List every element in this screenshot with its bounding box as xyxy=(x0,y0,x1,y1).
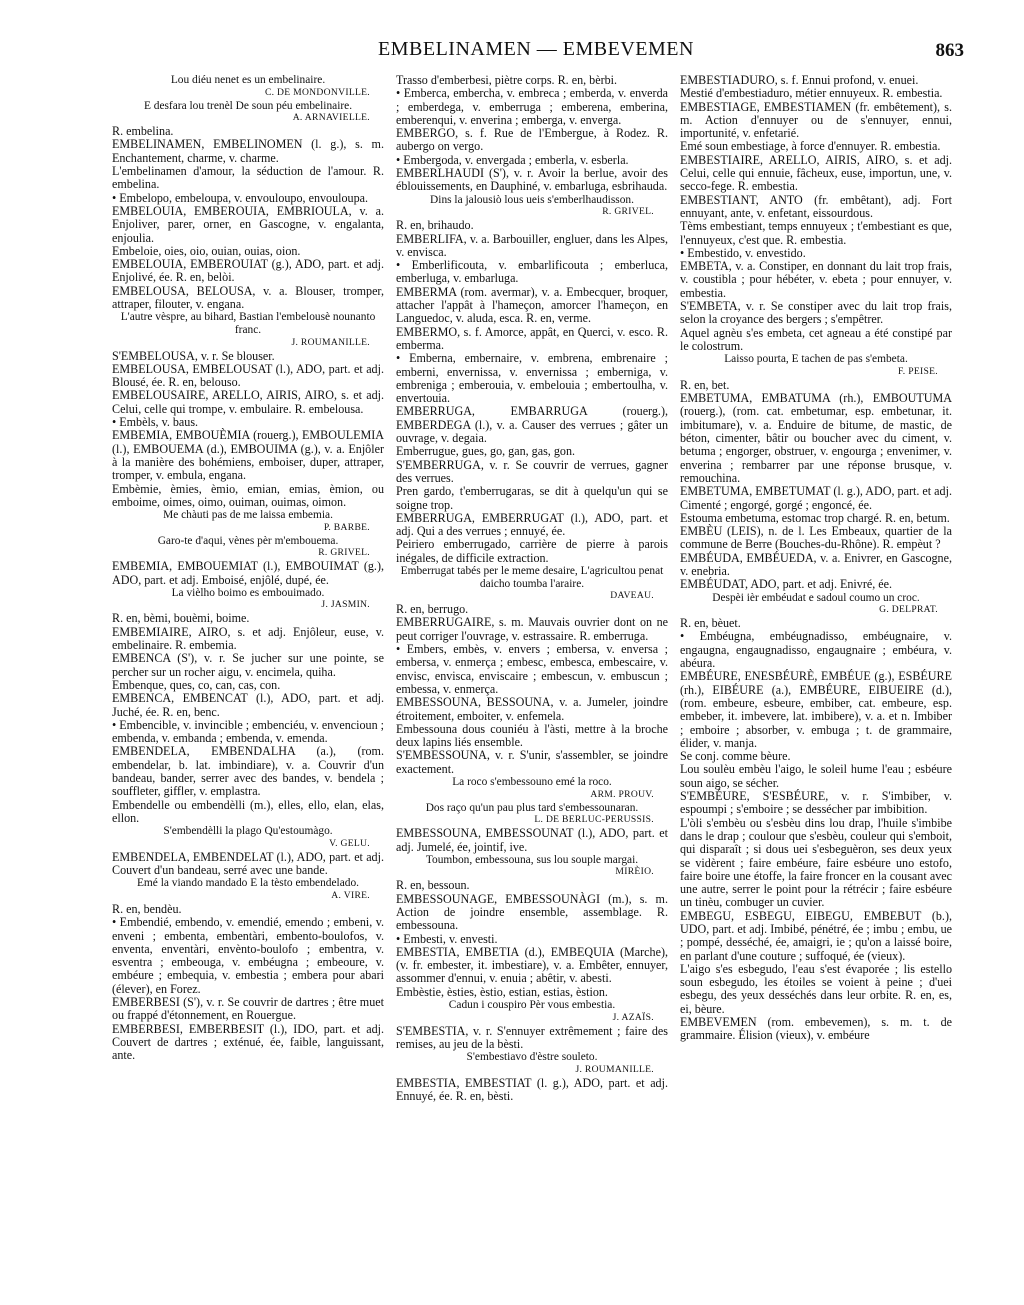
dictionary-entry: L'embelinamen d'amour, la séduction de l'amour. R. embelina. xyxy=(112,164,384,192)
dictionary-entry: Emberrugue, gues, go, gan, gas, gon. xyxy=(396,444,576,459)
dictionary-entry: EMBENDELA, EMBENDELAT (l.), ADO, part. et adj. Couvert d'un bandeau, serré avec une bande. xyxy=(112,849,384,878)
dictionary-entry: • Embers, embès, v. envers ; embersa, v. enversa ; embersa, v. enmerça ; embesc, embesca, embescaire, v. envisc, envisca, enviscaire ; embescun, v. embuscun ; embessa, v. enmerça. xyxy=(396,642,668,696)
dictionary-entry: EMBELOUIA, EMBEROUIA, EMBRIOULA, v. a. Enjoliver, parer, orner, en Gascogne, v. engalanta, enjoulia. xyxy=(112,203,384,245)
dictionary-entry: EMBELOUIA, EMBEROUIAT (g.), ADO, part. et adj. Enjolivé, ée. R. en, belòi. xyxy=(112,257,384,285)
dictionary-entry: S'EMBESSOUNA, v. r. S'unir, s'assembler, se joindre exactement. xyxy=(396,748,668,776)
dictionary-entry: EMBESSOUNAGE, EMBESSOUNÀGI (m.), s. m. Action de joindre ensemble, assemblage. R. embessouna. xyxy=(396,891,668,933)
dictionary-entry: EMBEMIA, EMBOUÈMIA (rouerg.), EMBOULEMIA (l.), EMBOUEMA (d.), EMBOUIMA (g.), v. a. Enjôler à la manière des bohémiens, emboiser, duper, attraper, tromper, v. embula, engana. xyxy=(112,428,384,483)
dictionary-entry: EMBELOUSA, EMBELOUSAT (l.), ADO, part. et adj. Blousé, ée. R. en, belouso. xyxy=(112,361,384,390)
citation-author: P. BARBE. xyxy=(323,521,370,533)
dictionary-entry: EMBEMIA, EMBOUEMIAT (l.), EMBOUIMAT (g.), ADO, part. et adj. Emboisé, enjôlé, dupé, ée. xyxy=(112,559,384,587)
dictionary-entry: EMBETUMA, EMBETUMAT (l. g.), ADO, part. et adj. Cimenté ; engorgé, gorgé ; engoncé, ée. xyxy=(680,484,952,512)
dictionary-entry: Trasso d'emberbesi, piètre corps. R. en, bèrbi. xyxy=(396,73,618,87)
dictionary-entry: • Embéugna, embéugnadisso, embéugnaire, v. engaugna, engaugnadisso, engaugnaire ; embéura, v. abéura. xyxy=(680,629,952,671)
citation-quote: L'autre vèspre, au bihard, Bastian l'embelousè nounanto franc. xyxy=(120,311,376,336)
dictionary-entry: EMBÉURE, ENESBÉURÈ, EMBÉUE (g.), ESBÉURE (rh.), EIBÉURE (a.), EMBÉURE, EIBUEIRE (d.), (rom. embeure, esbeure, embiber, cat. embeure, esp. embeber, it. imbevere, lat. imbibere), v. a. et n. Imbiber ; emboire ; absorber, v. embuga ; t. de grammaire, élider, v. manja. xyxy=(680,669,952,750)
citation-author: C. DE MONDONVILLE. xyxy=(264,86,370,98)
citation-quote: Dins la jalousiò lous ueis s'emberlhaudisson. xyxy=(430,193,634,206)
dictionary-entry: EMBENDELA, EMBENDALHA (a.), (rom. embendelar, b. lat. imbindiare), v. a. Couvrir d'un bandeau, bander, serrer avec des bandes, v. bendela ; souffleter, giffler, v. emplastra. xyxy=(112,744,384,799)
page-number: 863 xyxy=(935,40,964,61)
citation-author: G. DELPRAT. xyxy=(879,604,938,616)
citation-author: MIRÈIO. xyxy=(615,866,654,878)
dictionary-entry: S'EMBÉURE, S'ESBÉURE, v. r. S'imbiber, v. espoumpi ; s'emboire ; se dessécher par imbibition. xyxy=(680,789,952,817)
column-middle xyxy=(396,74,668,1103)
dictionary-entry: EMBETUMA, EMBATUMA (rh.), EMBOUTUMA (rouerg.), (rom. cat. embetumar, esp. embetunar, it. imbitumare), v. a. Enduire de bitume, de mastic, de béton, cimenter, bâtir ou boucher avec du ciment, v. betuma ; engorger, obstruer, v. engourga ; envenimer, v. enverina ; rembarrer par une réponse brusque, v. remouchina. xyxy=(680,391,952,485)
dictionary-entry: • Emberna, embernaire, v. embrena, embrenaire ; emberni, envernissa, v. envernissa ; emberniga, v. embreniga ; emberouia, v. embelouia ; embertoulha, v. envertouia. xyxy=(396,351,668,406)
dictionary-entry: • Embesti, v. envesti. xyxy=(396,931,498,946)
dictionary-entry: L'aigo s'es esbegudo, l'eau s'est évaporée ; lis estello soun esbegudo, les étoiles se voient à peine ; d'uei esbegu, des yeux desséchés dans leur orbite. R. en, es, ei, bèure. xyxy=(680,961,952,1016)
dictionary-entry: R. en, brihaudo. xyxy=(396,218,474,233)
dictionary-entry: EMBERBESI, EMBERBESIT (l.), IDO, part. et adj. Couvert de dartres ; exténué, ée, faible, languissant, ante. xyxy=(112,1021,384,1063)
dictionary-entry: EMBESTIA, EMBETIA (d.), EMBEQUIA (Marche), (v. fr. embester, it. imbestiare), v. a. Embêter, ennuyer, assommer d'ennui, v. enuia ; abêtir, v. abesti. xyxy=(396,944,668,986)
dictionary-entry: Mestié d'embestiaduro, métier ennuyeux. R. embestia. xyxy=(680,86,943,101)
dictionary-entry: EMBEVEMEN (rom. embevemen), s. m. t. de grammaire. Élision (vieux), v. embéure xyxy=(680,1015,952,1043)
citation-author: V. GELU. xyxy=(329,837,370,849)
dictionary-entry: EMBEMIAIRE, AIRO, s. et adj. Enjôleur, euse, v. embelinaire. R. embemia. xyxy=(112,624,384,653)
dictionary-entry: S'EMBESTIA, v. r. S'ennuyer extrêmement ; faire des remises, au jeu de la bèsti. xyxy=(396,1023,668,1051)
dictionary-entry: Embeloie, oies, oio, ouian, ouias, oion. xyxy=(112,243,301,258)
dictionary-entry: EMBERLIFA, v. a. Barbouiller, engluer, dans les Alpes, v. envisca. xyxy=(396,231,668,259)
dictionary-entry: EMBESSOUNA, BESSOUNA, v. a. Jumeler, joindre étroitement, emboiter, v. enfemela. xyxy=(396,695,668,723)
citation-author: R. GRIVEL. xyxy=(602,206,654,218)
running-title: EMBELINAMEN — EMBEVEMEN xyxy=(378,38,694,60)
dictionary-entry: Estouma embetuma, estomac trop chargé. R. en, betum. xyxy=(680,510,950,525)
citation-author: J. ROUMANILLE. xyxy=(575,1063,654,1075)
dictionary-entry: EMBENCA, EMBENCAT (l.), ADO, part. et adj. Juché, ée. R. en, benc. xyxy=(112,691,384,719)
citation-quote: Emé la viando mandado E la tèsto embendelado. xyxy=(136,877,360,890)
citation-author: J. JASMIN. xyxy=(321,599,370,611)
dictionary-entry: Embendelle ou embendèlli (m.), elles, ello, elan, elas, ellon. xyxy=(112,797,384,825)
dictionary-entry: EMBETA, v. a. Constiper, en donnant du lait trop frais, v. coustibla ; pour hébéter, v. ebeta ; pour ennuyer, v. embestia. xyxy=(680,259,952,300)
column-left xyxy=(112,74,384,1103)
dictionary-entry: Embenque, ques, co, can, cas, con. xyxy=(112,677,281,692)
dictionary-entry: • Embendié, embendo, v. emendié, emendo ; embeni, v. enveni ; embenta, embentàri, embento-boulofos, v. enventa, enventàri, envènto-boulofo ; embentra, v. esventra ; embeouga, v. embéugna ; embeoure, v. embéure ; embequia, v. embestia ; embera pour abari (élever), en Forez. xyxy=(112,915,384,996)
citation-quote: La vièlho boimo es embouimado. xyxy=(171,586,325,599)
citation-author: A. ARNAVIELLE. xyxy=(292,112,370,124)
citation-quote: Cadun i couspiro Pèr vous embestia. xyxy=(448,999,616,1012)
dictionary-entry: • Embergoda, v. envergada ; emberla, v. esberla. xyxy=(396,152,629,167)
dictionary-entry: Pren gardo, t'emberrugaras, se dit à quelqu'un qui se soigne trop. xyxy=(396,484,668,512)
dictionary-entry: EMBENCA (S'), v. r. Se jucher sur une pointe, se percher sur un rocher aigu, v. encimela, quiha. xyxy=(112,651,384,679)
citation-quote: S'embendèlli la plago Qu'estoumàgo. xyxy=(163,825,333,838)
citation-quote: Despèi ièr embéudat e sadoul coumo un croc. xyxy=(712,591,920,604)
dictionary-entry: R. en, bessoun. xyxy=(396,878,470,893)
dictionary-entry: R. en, bèmi, bouèmi, boime. xyxy=(112,611,250,626)
citation-quote: Lou diéu nenet es un embelinaire. xyxy=(170,74,326,86)
citation-quote: Me chàuti pas de me laissa embemia. xyxy=(163,509,333,522)
dictionary-entry: EMBESTIAGE, EMBESTIAMEN (fr. embêtement), s. m. Action d'ennuyer ou de s'ennuyer, ennui, importunité, v. enfetarié. xyxy=(680,99,952,141)
dictionary-entry: R. en, bet. xyxy=(680,377,730,392)
dictionary-entry: EMBERGO, s. f. Rue de l'Embergue, à Rodez. R. aubergo on vergo. xyxy=(396,126,668,154)
citation-quote: Laisso pourta, E tachen de pas s'embeta. xyxy=(724,353,908,366)
dictionary-entry: EMBÉUDAT, ADO, part. et adj. Enivré, ée. xyxy=(680,577,893,592)
dictionary-entry: S'EMBERRUGA, v. r. Se couvrir de verrues, gagner des verrues. xyxy=(396,457,668,485)
dictionary-entry: L'òli s'embèu ou s'esbèu dins lou drap, l'huile s'imbibe dans le drap ; coulour que s'esbèu, couleur qui s'emboit, qui disparaît ; si dous uei s'esbeguèron, ses deux yeux se vidèrent ; faire embéure, faire esbéure uno estofo, faire boire une étoffe, la faire froncer en la cousant avec une autre, serrer le point pour la rétrécir ; faire esbéure un tinèu, combuger un cuvier. xyxy=(680,815,952,910)
citation-quote: Toumbon, embessouna, sus lou souple margai. xyxy=(425,853,639,866)
dictionary-entry: EMBERMO, s. f. Amorce, appât, en Querci, v. esco. R. emberma. xyxy=(396,324,668,352)
dictionary-entry: EMBERRUGA, EMBERRUGAT (l.), ADO, part. et adj. Qui a des verrues ; ennuyé, ée. xyxy=(396,510,668,539)
dictionary-entry: EMBERMA (rom. avermar), v. a. Embecquer, broquer, attacher l'appât à l'hameçon, amorcer l'hameçon, en Languedoc, v. aluda, esca. R. en, verme. xyxy=(396,284,668,326)
citation-author: J. ROUMANILLE. xyxy=(291,336,370,348)
citation-author: L. DE BERLUC-PERUSSIS. xyxy=(534,814,654,826)
citation-author: DAVEAU. xyxy=(610,590,654,602)
citation-author: A. VIRE. xyxy=(331,890,370,901)
dictionary-entry: S'EMBELOUSA, v. r. Se blouser. xyxy=(112,348,275,363)
dictionary-entry: EMBESTIA, EMBESTIAT (l. g.), ADO, part. et adj. Ennuyé, ée. R. en, bèsti. xyxy=(396,1075,668,1104)
dictionary-entry: Emé soun embestiage, à force d'ennuyer. R. embestia. xyxy=(680,139,941,154)
dictionary-entry: Lou soulèu embèu l'aigo, le soleil hume l'eau ; esbéure soun aigo, se sécher. xyxy=(680,762,952,790)
dictionary-entry: EMBELINAMEN, EMBELINOMEN (l. g.), s. m. Enchantement, charme, v. charme. xyxy=(112,137,384,165)
dictionary-entry: Tèms embestiant, temps ennuyeux ; t'embestiant es que, l'ennuyeux, c'est que. R. embestia. xyxy=(680,219,952,247)
citation-quote: Dos raço qu'un pau plus tard s'embessounaran. xyxy=(425,801,639,814)
dictionary-entry: Embèstie, èsties, èstio, estian, estias, èstion. xyxy=(396,984,608,999)
dictionary-entry: S'EMBETA, v. r. Se constiper avec du lait trop frais, selon la croyance des bergers ; s'empêtrer. xyxy=(680,299,952,327)
dictionary-entry: EMBÉUDA, EMBÉUEDA, v. a. Enivrer, en Gascogne, v. enebria. xyxy=(680,550,952,578)
dictionary-entry: R. en, berrugo. xyxy=(396,602,469,617)
page-header xyxy=(108,36,964,66)
dictionary-entry: EMBERRUGA, EMBARRUGA (rouerg.), EMBERDEGA (l.), v. a. Causer des verrues ; gâter un ouvrage, v. degaia. xyxy=(396,404,668,446)
citation-quote: Garo-te d'aqui, vènes pèr m'embouema. xyxy=(157,534,339,547)
citation-author: F. PEISE. xyxy=(897,365,938,377)
dictionary-entry: EMBELOUSAIRE, ARELLO, AIRIS, AIRO, s. et adj. Celui, celle qui trompe, v. embulaire. R. embelousa. xyxy=(112,388,384,416)
dictionary-entry: EMBEGU, ESBEGU, EIBEGU, EMBEBUT (b.), UDO, part. et adj. Imbibé, pénétré, ée ; imbu ; embu, ue ; pompé, desséché, ée, amaigri, ie ; qu'on a laissé boire, en parlant d'une couture ; suffoqué, ée (vieux). xyxy=(680,908,952,963)
dictionary-entry: • Emberca, embercha, v. embreca ; emberda, v. enverda ; emberdega, v. emberruga ; emberena, emberina, emberenqui, v. enverina ; emberga, v. enverga. xyxy=(396,86,668,127)
dictionary-entry: Aquel agnèu s'es embeta, cet agneau a été constipé par le colostrum. xyxy=(680,325,952,353)
dictionary-entry: EMBELOUSA, BELOUSA, v. a. Blouser, tromper, attraper, filouter, v. engana. xyxy=(112,283,384,312)
citation-author: ARM. PROUV. xyxy=(590,788,654,800)
dictionary-entry: Peiriero emberrugado, carrière de pierre à parois inégales, de difficile extraction. xyxy=(396,537,668,565)
dictionary-entry: Se conj. comme bèure. xyxy=(680,749,791,764)
column-right xyxy=(680,74,952,1103)
dictionary-entry: • Embestido, v. envestido. xyxy=(680,245,806,260)
dictionary-entry: Embessouna dous couniéu à l'àsti, mettre à la broche deux lapins liés ensemble. xyxy=(396,721,668,750)
dictionary-entry: • Embelopo, embeloupa, v. envouloupo, envouloupa. xyxy=(112,190,369,205)
citation-quote: La roco s'embessouno emé la roco. xyxy=(452,776,612,789)
dictionary-entry: • Emberlificouta, v. embarlificouta ; emberluca, emberluga, v. embarluga. xyxy=(396,258,668,286)
dictionary-entry: EMBERLHAUDI (S'), v. r. Avoir la berlue, avoir des éblouissements, en Dauphiné, v. embarluga, esbrihauda. xyxy=(396,166,668,194)
dictionary-entry: • Embencible, v. invincible ; embenciéu, v. envencioun ; embenda, v. embanda ; embenda, v. emenda. xyxy=(112,717,385,746)
dictionary-entry: EMBESTIADURO, s. f. Ennui profond, v. enuei. xyxy=(680,73,919,87)
citation-quote: E desfara lou trenèl De soun péu embelinaire. xyxy=(143,99,353,112)
dictionary-entry: EMBESSOUNA, EMBESSOUNAT (l.), ADO, part. et adj. Jumelé, ée, jointif, ive. xyxy=(396,826,668,854)
dictionary-entry: EMBÈU (LEIS), n. de l. Les Embeaux, quartier de la commune de Berre (Bouches-du-Rhône). R. empèut ? xyxy=(680,524,952,552)
citation-quote: S'embestiavo d'èstre souleto. xyxy=(466,1051,598,1064)
dictionary-entry: EMBERRUGAIRE, s. m. Mauvais ouvrier dont on ne peut corriger l'ouvrage, v. estrassaire. R. emberruga. xyxy=(396,615,668,643)
dictionary-entry: EMBERBESI (S'), v. r. Se couvrir de dartres ; être muet ou frappé d'étonnement, en Rouergue. xyxy=(112,995,384,1023)
citation-author: J. AZAÏS. xyxy=(612,1011,654,1023)
text-columns xyxy=(112,74,952,1103)
dictionary-entry: R. embelina. xyxy=(112,124,174,139)
dictionary-entry: EMBESTIAIRE, ARELLO, AIRIS, AIRO, s. et adj. Celui, celle qui ennuie, fâcheux, euse, importun, une, v. secco-fege. R. embestia. xyxy=(680,152,952,194)
citation-quote: Emberrugat tabés per le meme desaire, L'agricultou penat daicho toumba l'araire. xyxy=(400,564,664,590)
dictionary-entry: EMBESTIANT, ANTO (fr. embêtant), adj. Fort ennuyant, ante, v. enfetant, eissourdous. xyxy=(680,192,952,220)
dictionary-entry: Embèmie, èmies, èmio, emian, emias, èmion, ou emboime, oimes, oimo, ouiman, ouimas, oimon. xyxy=(112,481,384,509)
dictionary-entry: R. en, bèuet. xyxy=(680,616,741,631)
dictionary-entry: R. en, bendèu. xyxy=(112,902,182,916)
dictionary-entry: • Embèls, v. baus. xyxy=(112,415,199,430)
citation-author: R. GRIVEL. xyxy=(318,547,370,559)
